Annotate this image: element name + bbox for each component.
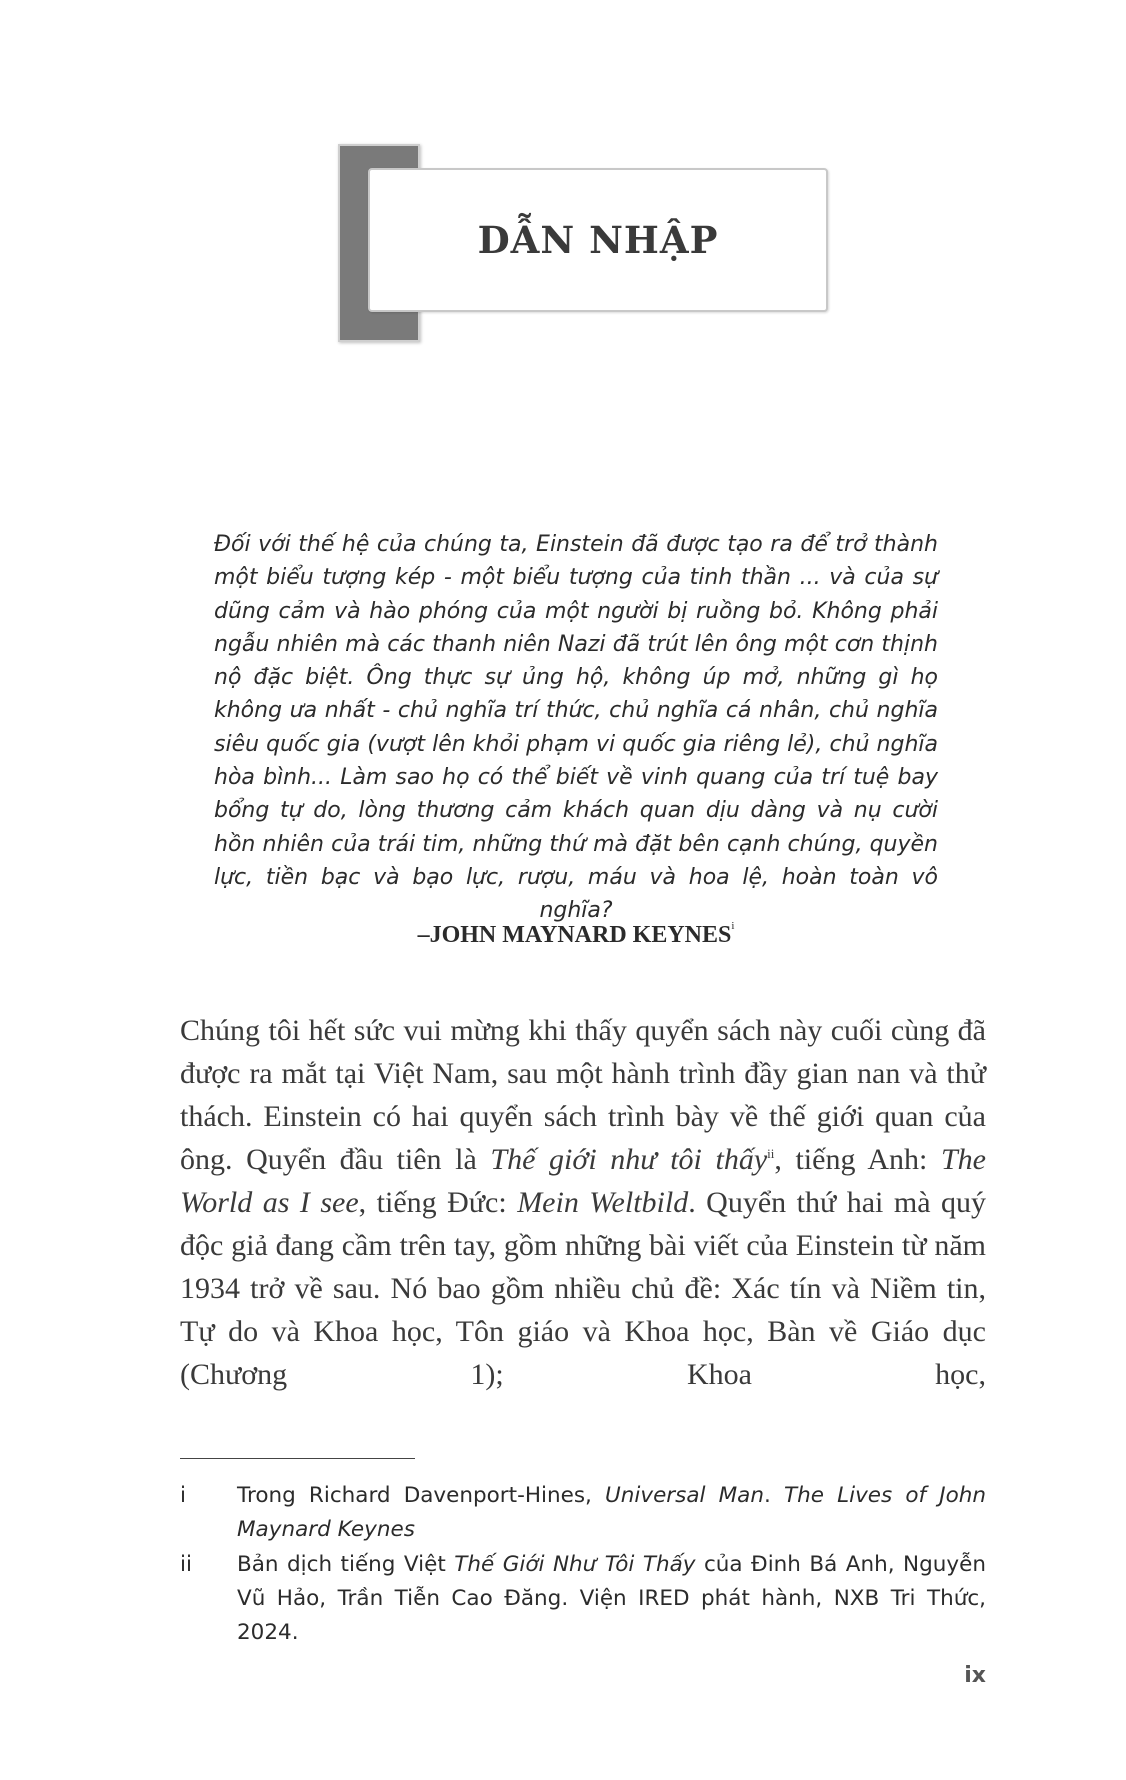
- cited-subtitle: The Lives of John Maynard Keynes: [237, 1483, 986, 1542]
- attribution-name: –JOHN MAYNARD KEYNES: [417, 922, 732, 948]
- body-text-segment: , tiếng Anh:: [774, 1143, 941, 1176]
- footnote-ref-ii[interactable]: ii: [767, 1146, 775, 1161]
- footnote-i: [180, 1479, 986, 1547]
- cited-title: Thế Giới Như Tôi Thấy: [454, 1552, 696, 1577]
- book-title-en: The World as I see: [180, 1143, 986, 1219]
- body-text-segment: . Quyển thứ hai mà quý độc giả đang cầm trên tay, gồm những bài viết của Einstein từ năm 1934 trở về sau. Nó bao gồm nhiều chủ đề: Xác tín và Niềm tin, Tự do và Khoa học, Tôn giáo và Khoa học, Bàn về Giáo dục (Chương 1); Khoa học,: [180, 1186, 986, 1391]
- epigraph-attribution: [214, 922, 938, 949]
- footnote-ref-i[interactable]: i: [731, 920, 735, 932]
- body-text-segment: Chúng tôi hết sức vui mừng khi thấy quyển sách này cuối cùng đã được ra mắt tại Việt Nam, sau một hành trình đầy gian nan và thử thách. Einstein có hai quyển sách trình bày về thế giới quan của ông. Quyển đầu tiên là: [180, 1014, 986, 1176]
- epigraph-quote: Đối với thế hệ của chúng ta, Einstein đã được tạo ra để trở thành một biểu tượng kép - một biểu tượng của tinh thần ... và của sự dũng cảm và hào phóng của một người bị ruồng bỏ. Không phải ngẫu nhiên mà các thanh niên Nazi đã trút lên ông một cơn thịnh nộ đặc biệt. Ông thực sự ủng hộ, không úp mở, những gì họ không ưa nhất - chủ nghĩa trí thức, chủ nghĩa cá nhân, chủ nghĩa siêu quốc gia (vượt lên khỏi phạm vi quốc gia riêng lẻ), chủ nghĩa hòa bình... Làm sao họ có thể biết về vinh quang của trí tuệ bay bổng tự do, lòng thương cảm khách quan dịu dàng và nụ cười hồn nhiên của trái tim, những thứ mà đặt bên cạnh chúng, quyền lực, tiền bạc và bạo lực, rượu, máu và hoa lệ, hoàn toàn vô nghĩa?: [214, 532, 938, 924]
- page-number: ix: [964, 1663, 986, 1688]
- footnote-divider: [180, 1458, 415, 1459]
- footnote-mark: ii: [180, 1552, 192, 1577]
- body-paragraph: [180, 1009, 986, 1396]
- chapter-title-box: [368, 168, 828, 312]
- chapter-title: DẪN NHẬP: [477, 218, 719, 262]
- footnote-text: Bản dịch tiếng Việt Thế Giới Như Tôi Thấy của Đinh Bá Anh, Nguyễn Vũ Hảo, Trần Tiễn Cao Đăng. Viện IRED phát hành, NXB Tri Thức, 2024.: [237, 1552, 986, 1645]
- book-title-vi: Thế giới như tôi thấy: [490, 1143, 768, 1176]
- footnote-ii: [180, 1548, 986, 1650]
- footnote-text: Trong Richard Davenport-Hines, Universal Man. The Lives of John Maynard Keynes: [237, 1483, 986, 1542]
- cited-title: Universal Man: [605, 1483, 764, 1508]
- book-title-de: Mein Weltbild: [517, 1186, 689, 1219]
- footnote-mark: i: [180, 1483, 186, 1508]
- body-text-segment: , tiếng Đức:: [358, 1186, 518, 1219]
